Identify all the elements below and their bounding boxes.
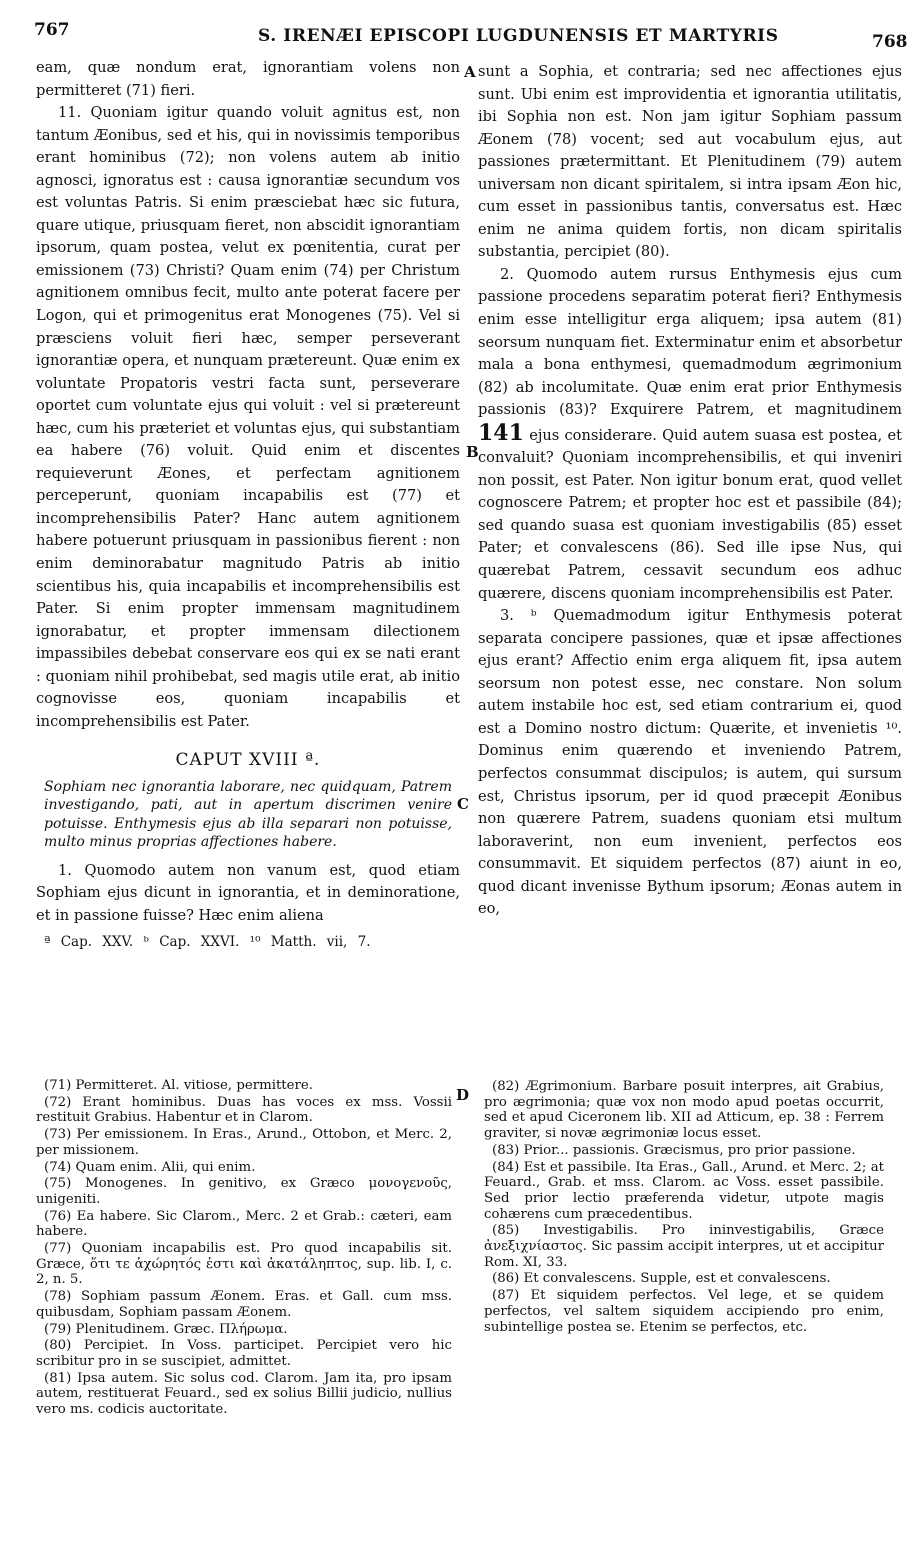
right-paragraph-3: 3. ᵇ Quemadmodum igitur Enthymesis poterat separata concipere passiones, quæ et ipsæ affectiones ejus erant? Affectio enim erga aliquem fit, ipsa autem seorsum non potest esse, nec constare. Non solum autem instabile hoc est, sed etiam contrarium ei, quod est a Domino nostro dictum: Quærite, et invenietis ¹⁰. Dominus enim quærendo et inveniendo Patrem, perfectos consummat discipulos; is autem, qui sursum est, Christus ipsorum, per id quod præcepit Æonibus non quærere Patrem, suadens quoniam etsi multum laboraverint, non eum invenient, perfectos eos consummavit. Et siquidem perfectos (87) aiunt in eo, quod dicant invenisse Bythum ipsorum; Æonas autem in eo, xyxy=(478,607,902,918)
footnote: (84) Est et passibile. Ita Eras., Gall., Arund. et Merc. 2; at Feuard., Grab. et mss. Clarom. ac Voss. esset passibile. Sed prior lectio præferenda videtur, utpote magis cohærens cum præcedentibus. xyxy=(484,1159,884,1222)
margin-letter-a: A xyxy=(464,63,476,81)
footnote: (87) Et siquidem perfectos. Vel lege, et se quidem perfectos, vel saltem siquidem accipiendo pro enim, subintellige postea se. Etenim se perfectos, etc. xyxy=(484,1288,884,1335)
footnote: (79) Plenitudinem. Græc. Πλήρωμα. xyxy=(44,1321,288,1337)
footnote: (76) Ea habere. Sic Clarom., Merc. 2 et Grab.: cæteri, eam habere. xyxy=(36,1208,452,1240)
footnote: (81) Ipsa autem. Sic solus cod. Clarom. Jam ita, pro ipsam autem, restituerat Feuard., sed ex solius Billii judicio, nullius vero ms. codicis auctoritate. xyxy=(36,1370,452,1418)
footnote: (78) Sophiam passum Æonem. Eras. et Gall. cum mss. quibusdam, Sophiam passam Æonem. xyxy=(36,1289,452,1320)
footnote: (71) Permitteret. Al. vitiose, permittere. xyxy=(44,1078,313,1093)
footnote: (82) Ægrimonium. Barbare posuit interpres, ait Grabius, pro ægrimonia; quæ vox non modo apud poetas occurrit, sed et apud Ciceronem lib. XII ad Atticum, ep. 38 : Ferrem graviter, si novæ ægrimoniæ locus esset. xyxy=(484,1079,884,1142)
paragraph-2-text-a: 2. Quomodo autem rursus Enthymesis ejus cum passione procedens separatim poterat fieri? Enthymesis enim esse intelligitur erga aliquem; ipsa autem (81) seorsum nunquam fiet. Exterminatur enim et absorbetur mala a bona enthymesi, quemadmodum ægrimonium (82) ab incolumitate. Quæ enim erat prior Enthymesis passionis (83)? Exquirere Patrem, et magnitudinem xyxy=(478,265,902,419)
right-paragraph-continued: sunt a Sophia, et contraria; sed nec affectiones ejus sunt. Ubi enim est improvidentia et ignorantia utilitatis, ibi Sophia non est. Non jam igitur Sophiam passum Æonem (78) vocent; sed aut vocabulum ejus, aut passiones prætermittant. Et Plenitudinem (79) autem universam non dicant spiritalem, si intra ipsam Æon hic, cum esset in passionibus tantis, conversatus est. Hæc enim ne anima quidem fortis, non dicam spiritalis substantia, percipiet (80). xyxy=(478,63,902,261)
footnote: (77) Quoniam incapabilis est. Pro quod incapabilis sit. Græce, ὅτι τε ἀχώρητός ἐστι καὶ ἀκατάληπτος, sup. lib. I, c. 2, n. 5. xyxy=(36,1241,452,1288)
chapter-heading: CAPUT XVIII ª. xyxy=(175,750,321,771)
footnote: (72) Erant hominibus. Duas has voces ex mss. Vossii restituit Grabius. Habentur et in Clarom. xyxy=(36,1094,452,1126)
chapter-summary: Sophiam nec ignorantia laborare, nec quidquam, Patrem investigando, pati, aut in apertum discrimen venire potuisse. Enthymesis ejus ab illa separari non potuisse, multo minus proprias affectiones habere. xyxy=(44,778,452,851)
footnote: (74) Quam enim. Alii, qui enim. xyxy=(44,1159,256,1175)
running-title: S. IRENÆI EPISCOPI LUGDUNENSIS ET MARTYRIS xyxy=(258,26,779,46)
chapter-references: ª Cap. XXV. ᵇ Cap. XXVI. ¹⁰ Matth. vii, 7. xyxy=(44,934,371,951)
footnotes-left xyxy=(36,1078,452,1419)
footnote: (83) Prior... passionis. Græcismus, pro prior passione. xyxy=(492,1142,856,1158)
footnote: (80) Percipiet. In Voss. participet. Percipiet vero hic scribitur pro in se suscipiet, admittet. xyxy=(36,1338,452,1369)
margin-letter-c: C xyxy=(457,795,469,813)
left-paragraph-continued: eam, quæ nondum erat, ignorantiam volens non permitteret (71) fieri. xyxy=(36,59,460,99)
margin-letter-b: B xyxy=(466,443,479,461)
footnotes-right xyxy=(484,1079,884,1336)
paragraph-2-text-b: ejus considerare. Quid autem suasa est postea, et convaluit? Quoniam incomprehensibilis, et qui inveniri non possit, est Pater. Non igitur bonum erat, quod vellet cognoscere Patrem; et propter hoc est et passibile (84); sed quando suasa est quoniam investigabilis (85) esset Pater; et convalescens (86). Sed ille ipse Nus, qui quærebat Patrem, cessavit secundum eos adhuc quærere, discens quoniam incomprehensibilis est Pater. xyxy=(478,426,902,602)
left-page-number: 767 xyxy=(34,20,70,40)
left-paragraph-11: 11. Quoniam igitur quando voluit agnitus est, non tantum Æonibus, sed et his, qui in novissimis temporibus erant hominibus (72); non volens autem ab initio agnosci, ignoratus est : causa ignorantiæ secundum vos est voluntas Patris. Si enim præsciebat hæc sic futura, quare utique, priusquam fieret, non abscidit ignorantiam ipsorum, quam postea, velut ex pœnitentia, curat per emissionem (73) Christi? Quam enim (74) per Christum agnitionem omnibus fecit, multo ante poterat facere per Logon, qui et primogenitus erat Monogenes (75). Vel si præsciens voluit fieri hæc, semper perseverant ignorantiæ opera, et nunquam prætereunt. Quæ enim ex voluntate Propatoris vestri facta sunt, perseverare oportet cum voluntate ejus qui voluit : vel si prætereunt hæc, cum his præteriet et voluntas ejus, qui substantiam ea habere (76) voluit. Quid enim et discentes requieverunt Æones, et perfectam agnitionem perceperunt, quoniam incapabilis est (77) et incomprehensibilis Pater? Hanc autem agnitionem habere potuerunt priusquam in passionibus fierent : non enim deminorabatur magnitudo Patris ab initio scientibus his, quia incapabilis et incomprehensibilis est Pater. Si enim propter immensam magnitudinem ignorabatur, et propter immensam dilectionem impassibiles debebat conservare eos qui ex se nati erant : quoniam nihil prohibebat, sed magis utile erat, ab initio cognovisse eos, quoniam incapabilis et incomprehensibilis est Pater. xyxy=(36,104,460,730)
right-page-number: 768 xyxy=(872,32,908,52)
left-column xyxy=(36,57,460,954)
left-paragraph-1: 1. Quomodo autem non vanum est, quod etiam Sophiam ejus dicunt in ignorantia, et in deminoratione, et in passione fuisse? Hæc enim aliena xyxy=(36,861,460,924)
footnote: (86) Et convalescens. Supple, est et convalescens. xyxy=(492,1271,831,1287)
column-number-141: 141 xyxy=(478,419,524,446)
footnote: (85) Investigabilis. Pro ininvestigabilis, Græce ἀνεξιχνίαστος. Sic passim accipit interpres, ut et accipitur Rom. XI, 33. xyxy=(484,1223,884,1270)
footnote: (73) Per emissionem. In Eras., Arund., Ottobon, et Merc. 2, per missionem. xyxy=(36,1127,452,1158)
right-paragraph-2 xyxy=(478,264,902,605)
right-column xyxy=(478,61,902,921)
footnote: (75) Monogenes. In genitivo, ex Græco μονογενοῦς, unigeniti. xyxy=(36,1176,452,1207)
margin-letter-d: D xyxy=(456,1086,470,1104)
